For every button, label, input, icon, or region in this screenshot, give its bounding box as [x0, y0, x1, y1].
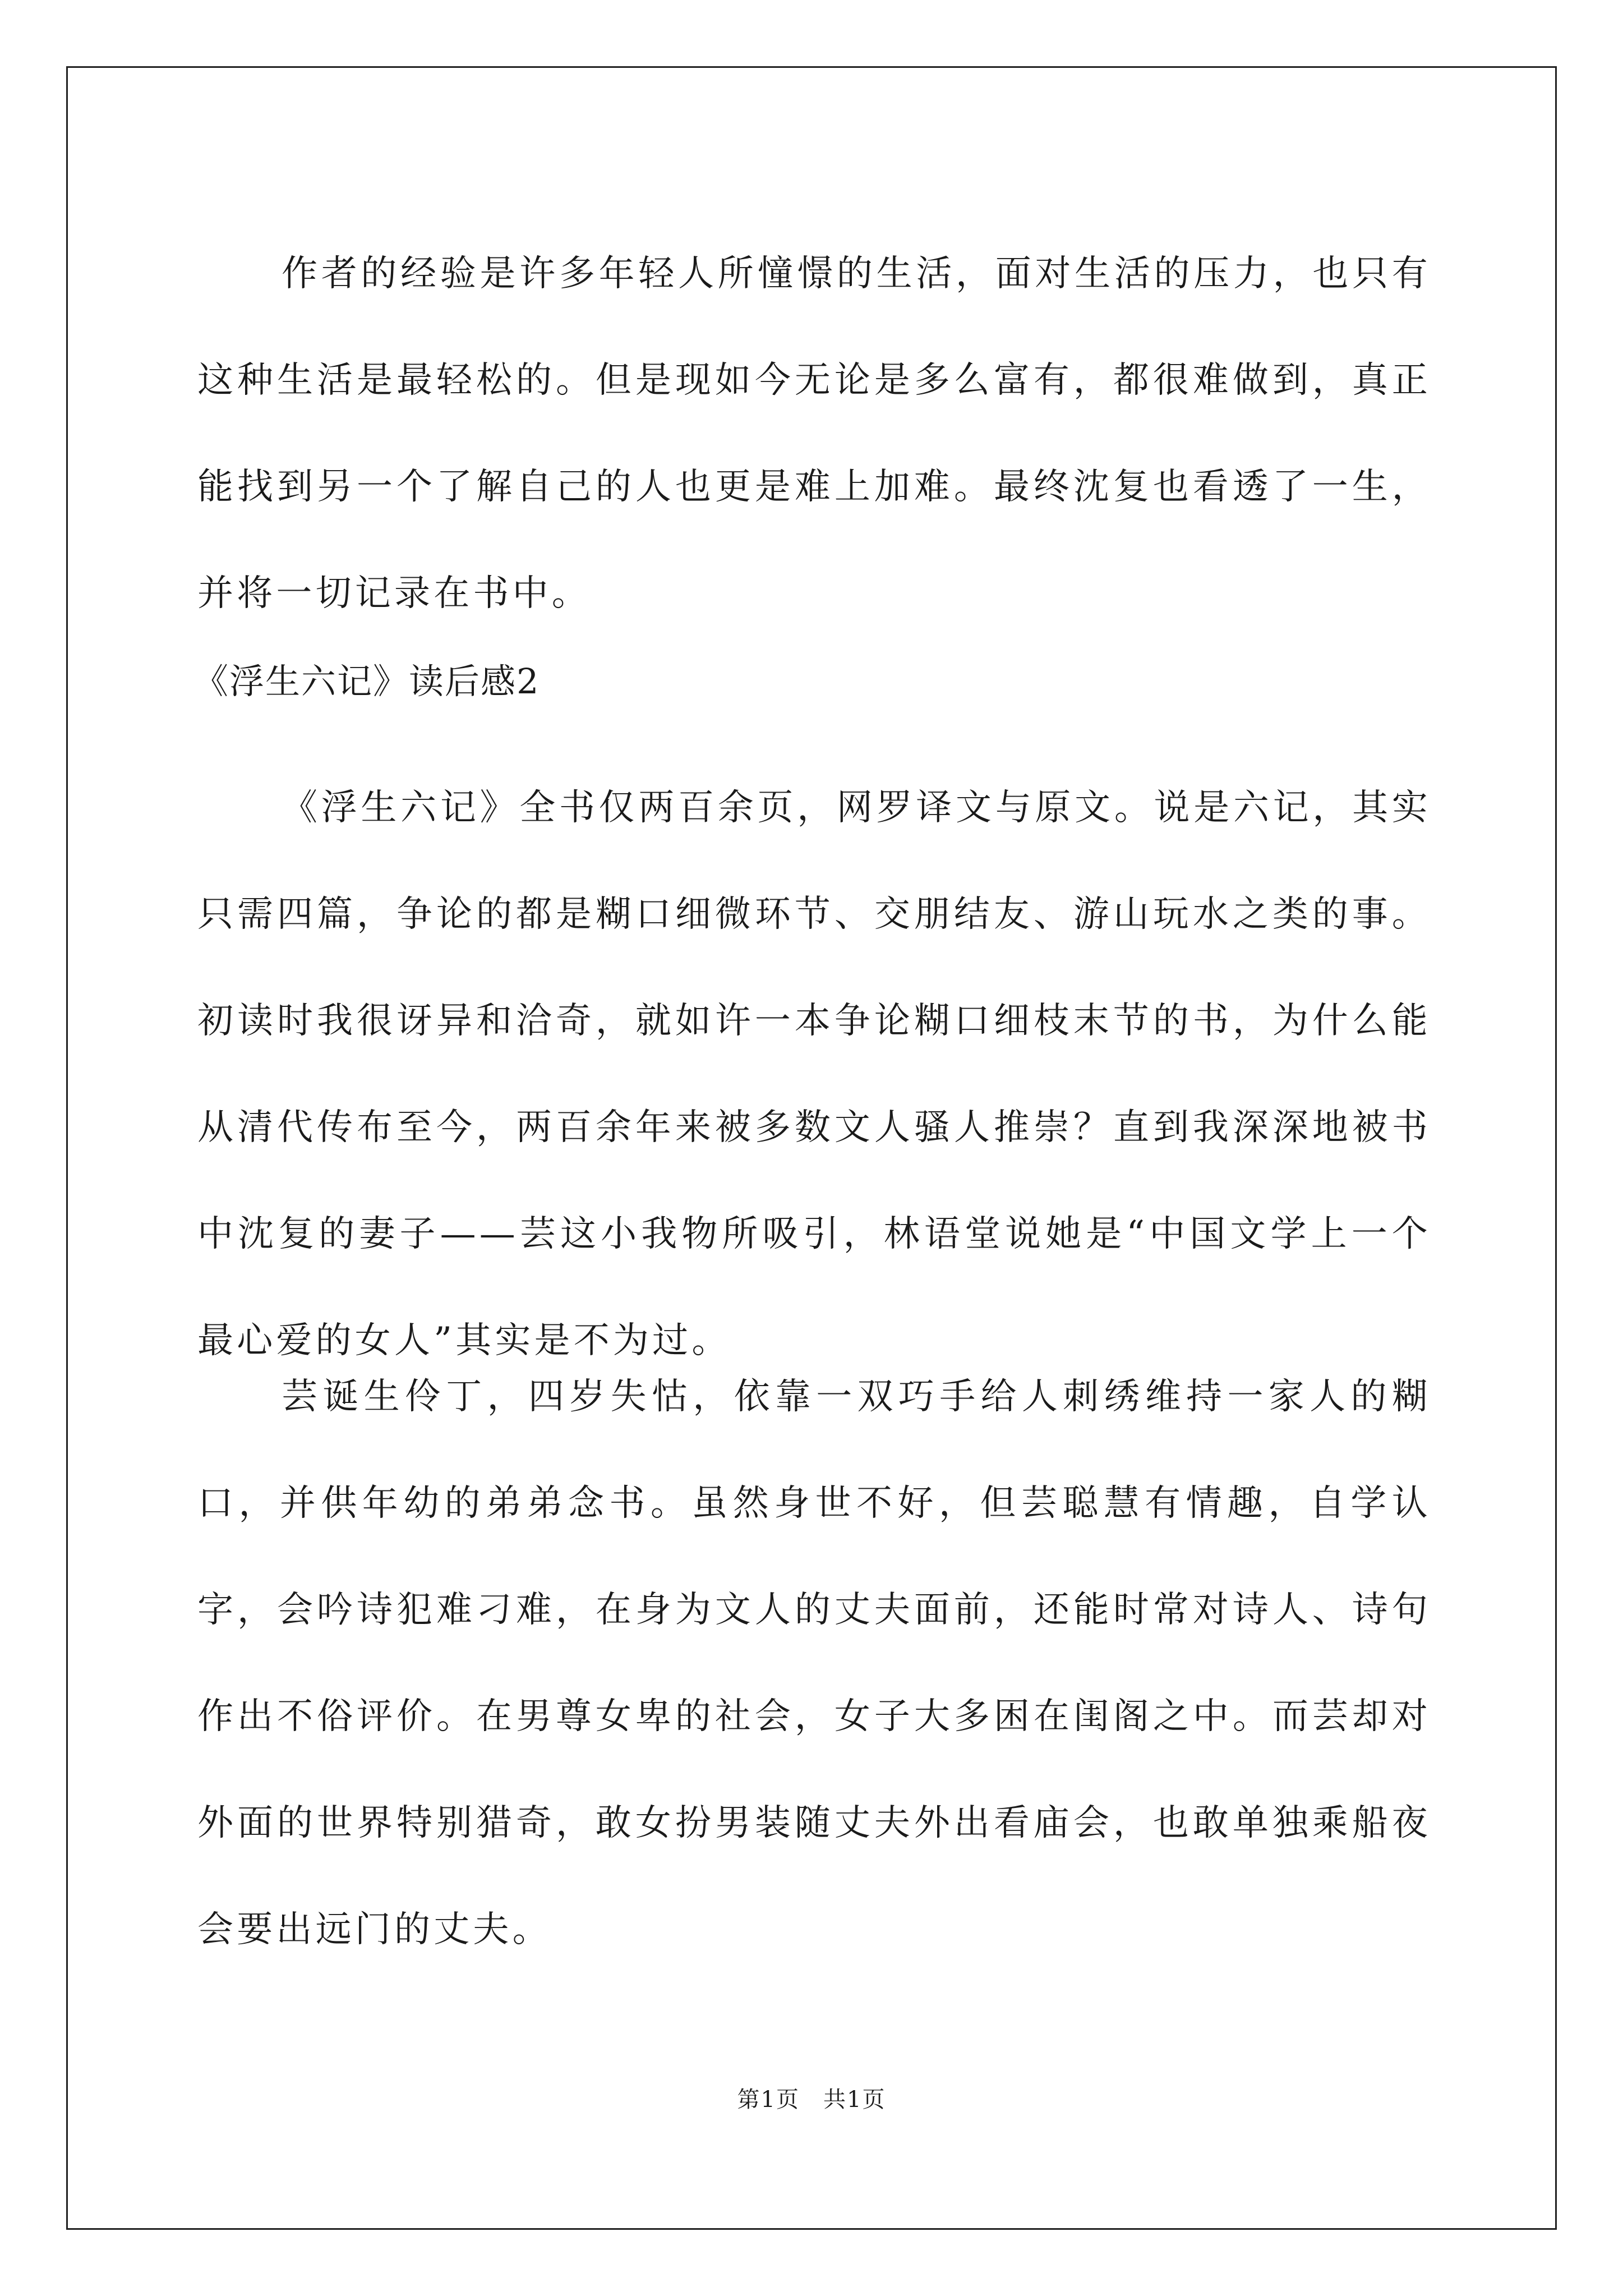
body-paragraph-3: 芸诞生伶丁，四岁失怙，依靠一双巧手给人刺绣维持一家人的糊口，并供年幼的弟弟念书。虽然身世不好，但芸聪慧有情趣，自学认字，会吟诗犯难刁难，在身为文人的丈夫面前，还能时常对诗人、诗句作出不俗评价。在男尊女卑的社会，女子大多困在闺阁之中。而芸却对外面的世界特别猎奇，敢女扮男装随丈夫外出看庙会，也敢单独乘船夜会要出远门的丈夫。	[197, 1376, 1431, 1950]
body-paragraph-1: 作者的经验是许多年轻人所憧憬的生活，面对生活的压力，也只有这种生活是最轻松的。但是现如今无论是多么富有，都很难做到，真正能找到另一个了解自己的人也更是难上加难。最终沈复也看透了一生，并将一切记录在书中。	[197, 253, 1431, 614]
page-footer: 第1页 共1页	[737, 2087, 886, 2113]
body-paragraph-2: 《浮生六记》全书仅两百余页，网罗译文与原文。说是六记，其实只需四篇，争论的都是糊口细微环节、交朋结友、游山玩水之类的事。初读时我很讶异和洽奇，就如许一本争论糊口细枝末节的书，为什么能从清代传布至今，两百余年来被多数文人骚人推崇？直到我深深地被书中沈复的妻子——芸这小我物所吸引，林语堂说她是“中国文学上一个最心爱的女人”其实是不为过。	[197, 787, 1431, 1361]
section-title: 《浮生六记》读后感2	[193, 661, 540, 702]
